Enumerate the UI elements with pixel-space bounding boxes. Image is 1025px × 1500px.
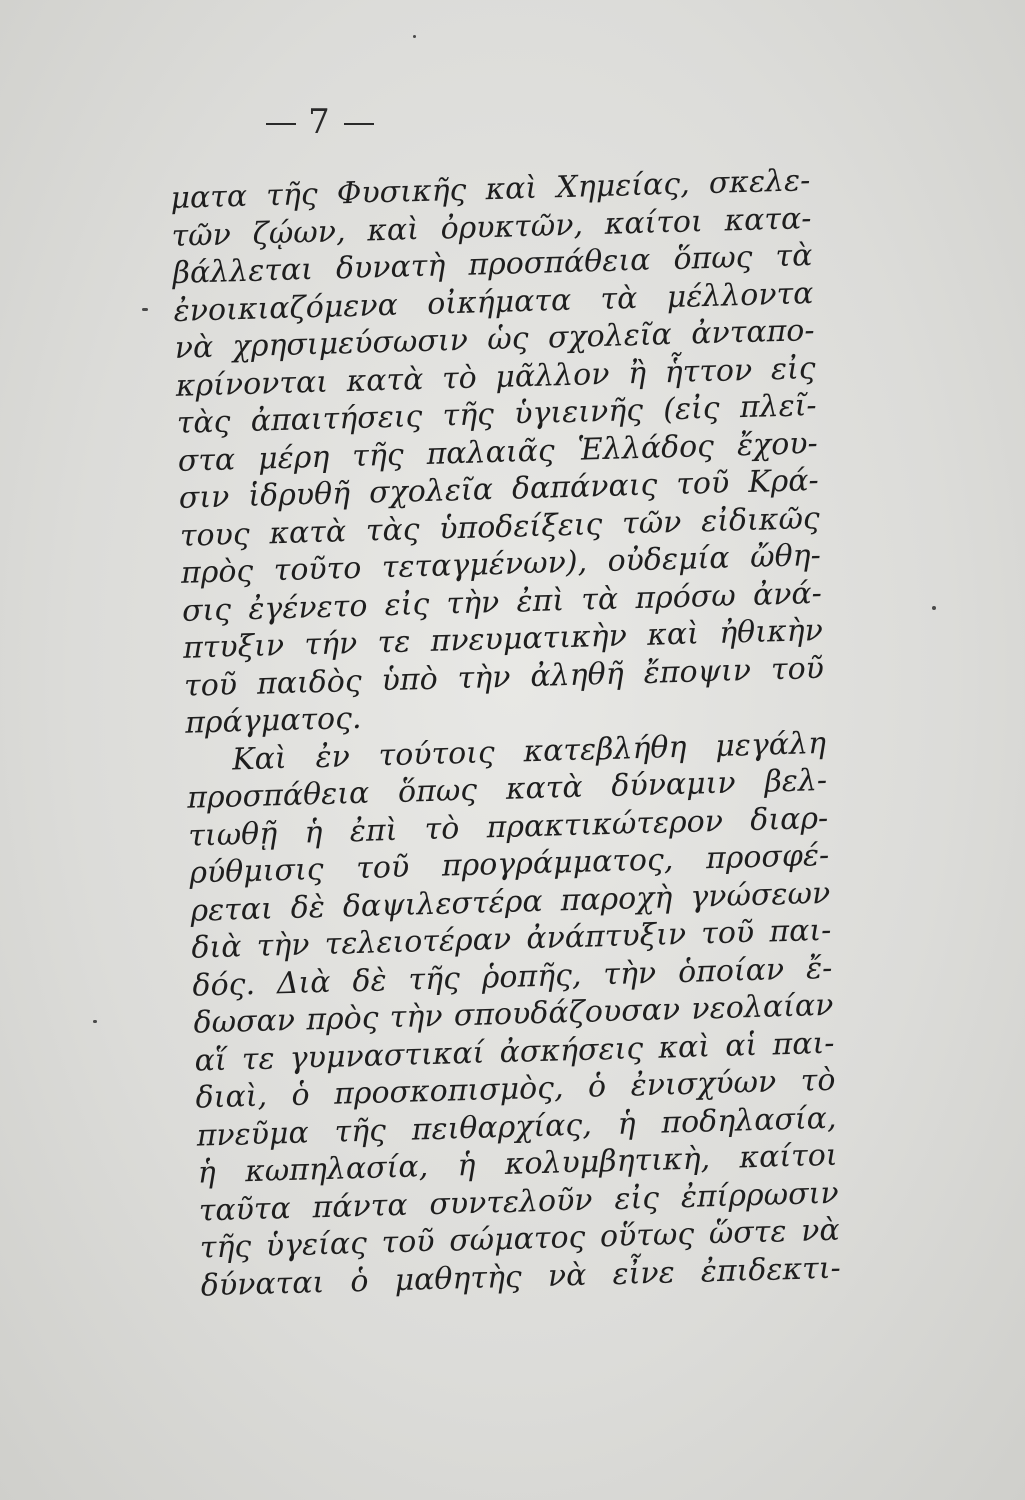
text-line: ματα τῆς Φυσικῆς καὶ Χημείας, σκελε- [170, 163, 811, 216]
text-line: προσπάθεια ὅπως κατὰ δύναμιν βελ- [186, 762, 828, 816]
print-speck [142, 308, 148, 311]
print-speck [932, 606, 936, 610]
text-line: σιν ἱδρυθῆ σχολεῖα δαπάναις τοῦ Κρά- [178, 463, 820, 516]
text-line: πτυξιν τήν τε πνευματικὴν καὶ ἠθικὴν [182, 612, 824, 666]
left-dash [266, 123, 296, 125]
text-line: πρὸς τοῦτο τεταγμένων), οὐδεμία ὤθη- [180, 537, 822, 591]
text-line: ρεται δὲ δαψιλεστέρα παροχὴ γνώσεων [189, 875, 831, 929]
text-line-paragraph-start: Καὶ ἐν τούτοις κατεβλήθη μεγάλη [231, 725, 827, 777]
page-number [0, 102, 640, 142]
text-line: τιωθῇ ἡ ἐπὶ τὸ πρακτικώτερον διαρ- [187, 800, 829, 854]
text-line: σις ἐγένετο εἰς τὴν ἐπὶ τὰ πρόσω ἀνά- [181, 575, 823, 629]
text-line: στα μέρη τῆς παλαιᾶς Ἑλλάδος ἔχου- [177, 425, 819, 479]
text-line: βάλλεται δυνατὴ προσπάθεια ὅπως τὰ [172, 238, 813, 291]
text-line: τοῦ παιδὸς ὑπὸ τὴν ἀληθῆ ἔποψιν τοῦ [183, 650, 825, 704]
text-line: κρίνονται κατὰ τὸ μᾶλλον ἢ ἧττον εἰς [175, 350, 816, 404]
text-line: δός. Διὰ δὲ τῆς ῥοπῆς, τὴν ὁποίαν ἔ- [192, 950, 833, 1004]
page-number-value: 7 [308, 102, 332, 142]
text-line: τῶν ζῴων, καὶ ὀρυκτῶν, καίτοι κατα- [171, 200, 812, 254]
text-line: αἵ τε γυμναστικαί ἀσκήσεις καὶ αἱ παι- [194, 1025, 835, 1079]
text-line: πνεῦμα τῆς πειθαρχίας, ἡ ποδηλασία, [196, 1100, 837, 1154]
text-line: ταῦτα πάντα συντελοῦν εἰς ἐπίρρωσιν [198, 1175, 840, 1229]
text-line-paragraph-end: πράγματος. [184, 700, 362, 741]
print-speck [93, 1020, 97, 1023]
text-line: δύναται ὁ μαθητὴς νὰ εἶνε ἐπιδεκτι- [200, 1250, 842, 1304]
text-line: δωσαν πρὸς τὴν σπουδάζουσαν νεολαίαν [193, 987, 834, 1041]
text-line: ρύθμισις τοῦ προγράμματος, προσφέ- [188, 837, 830, 891]
text-line: διαὶ, ὁ προσκοπισμὸς, ὁ ἐνισχύων τὸ [195, 1062, 836, 1116]
print-speck [413, 35, 416, 38]
text-line: τους κατὰ τὰς ὑποδείξεις τῶν εἰδικῶς [179, 500, 821, 554]
text-line: ἡ κωπηλασία, ἡ κολυμβητικὴ, καίτοι [197, 1137, 838, 1191]
text-line: τὰς ἀπαιτήσεις τῆς ὑγιεινῆς (εἰς πλεῖ- [176, 388, 818, 441]
text-line: νὰ χρησιμεύσωσιν ὡς σχολεῖα ἀνταπο- [174, 313, 815, 366]
right-dash [344, 123, 374, 125]
text-line: τῆς ὑγείας τοῦ σώματος οὕτως ὥστε νὰ [199, 1212, 841, 1266]
text-line: ἐνοικιαζόμενα οἰκήματα τὰ μέλλοντα [173, 275, 814, 329]
text-line: διὰ τὴν τελειοτέραν ἀνάπτυξιν τοῦ παι- [190, 912, 832, 966]
body-text [170, 162, 841, 1304]
